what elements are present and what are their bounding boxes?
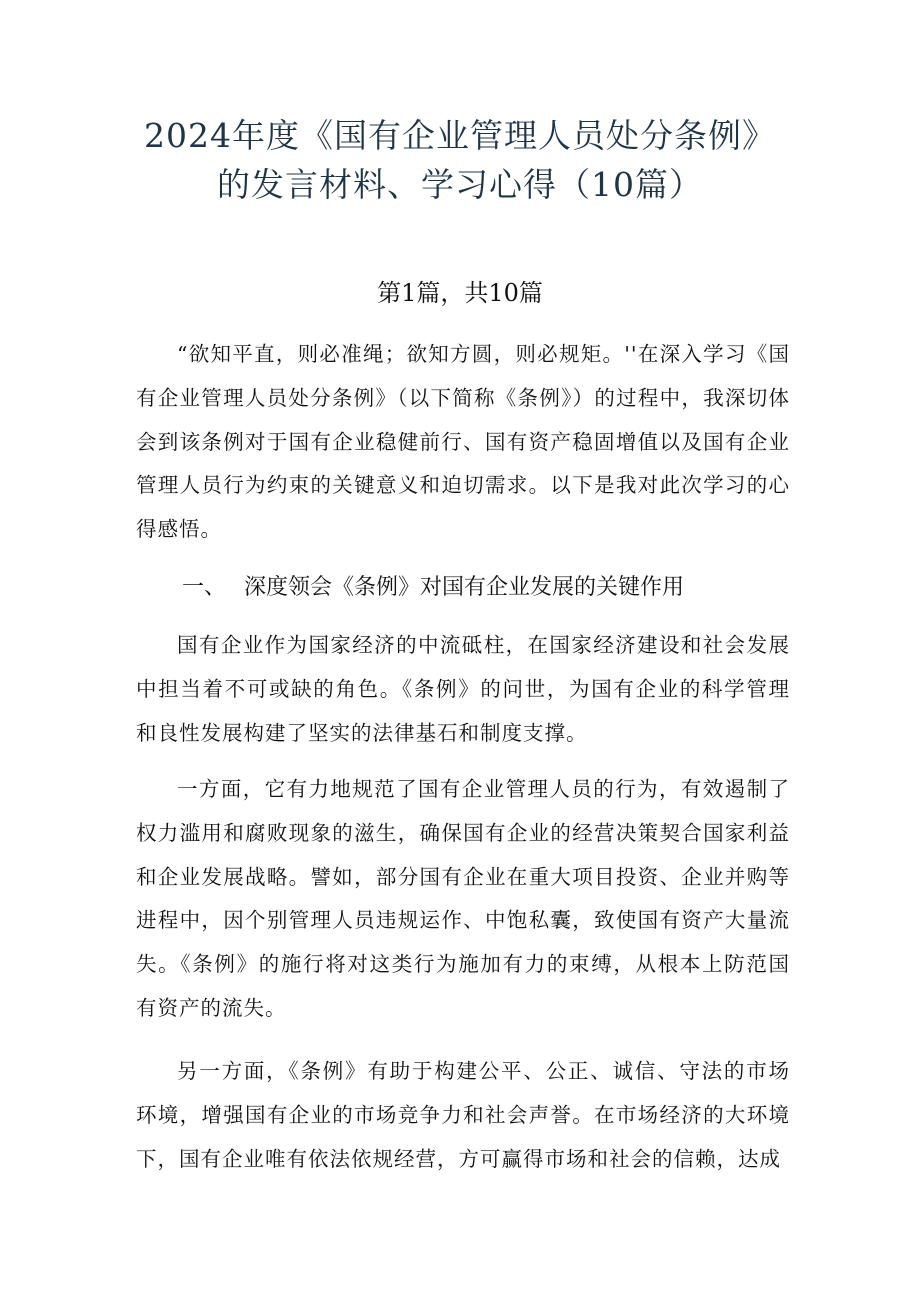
section-heading [182,570,684,606]
document-title-line-1: 2024年度《国有企业管理人员处分条例》 [144,116,776,155]
part-label: 第1篇，共10篇 [377,279,543,307]
paragraph-body-1: 国有企业作为国家经济的中流砥柱，在国家经济建设和社会发展中担当着不可或缺的角色。《条例》的问世，为国有企业的科学管理和良性发展构建了坚实的法律基石和制度支撑。 [136,633,790,745]
section-heading-text: 深度领会《条例》对国有企业发展的关键作用 [244,575,685,600]
paragraph-body-3: 另一方面，《条例》有助于构建公平、公正、诚信、守法的市场环境，增强国有企业的市场竞争力和社会声誉。在市场经济的大环境下，国有企业唯有依法依规经营，方可赢得市场和社会的信赖，达成 [136,1059,790,1171]
section-heading-number: 一、 [182,575,227,600]
document-title-line-2: 的发言材料、学习心得（10篇） [217,165,703,204]
paragraph-intro: “欲知平直，则必准绳；欲知方圆，则必规矩。''在深入学习《国有企业管理人员处分条例》（以下简称《条例》）的过程中，我深切体会到该条例对于国有企业稳健前行、国有资产稳固增值以及国有企业管理人员行为约束的关键意义和迫切需求。以下是我对此次学习的心得感悟。 [136,342,790,542]
paragraph-body-2: 一方面，它有力地规范了国有企业管理人员的行为，有效遏制了权力滥用和腐败现象的滋生，确保国有企业的经营决策契合国家利益和企业发展战略。譬如，部分国有企业在重大项目投资、企业并购等进程中，因个别管理人员违规运作、中饱私囊，致使国有资产大量流失。《条例》的施行将对这类行为施加有力的束缚，从根本上防范国有资产的流失。 [136,777,790,1020]
